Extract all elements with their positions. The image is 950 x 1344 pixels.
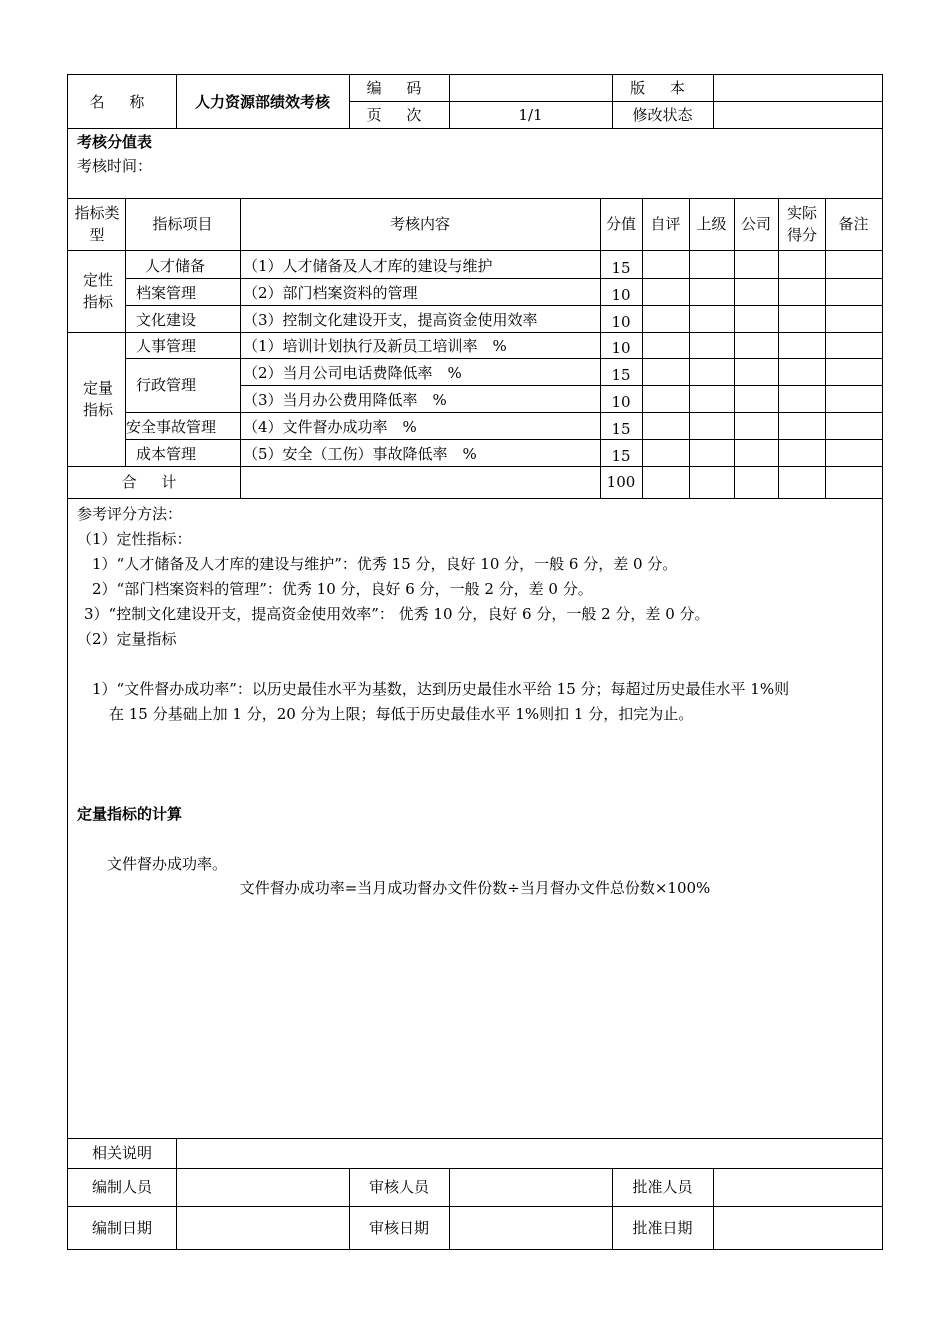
row-content: （3）控制文化建设开支，提高资金使用效率: [243, 310, 538, 329]
total-label: 合 计: [121, 473, 187, 491]
header-bottom-line: [68, 128, 882, 129]
quantitative-indicator-label: 定量指标: [82, 379, 113, 419]
row-content: （4）文件督办成功率 %: [243, 417, 417, 436]
edit-date-label: 编制日期: [91, 1218, 152, 1237]
header-indicator-item: 指标项目: [152, 215, 213, 233]
row-content: （5）安全（工伤）事故降低率 %: [243, 444, 477, 463]
code-label: 编 码: [366, 79, 432, 97]
footer-line: [68, 1206, 882, 1207]
qualitative-indicator-label: 定性指标: [82, 271, 113, 311]
footer-top-line: [68, 1138, 882, 1139]
calc-formula: 文件督办成功率=当月成功督办文件份数÷当月督办文件总份数×100%: [239, 879, 711, 897]
header-self-eval: 自评: [650, 215, 681, 233]
calc-item: 文件督办成功率。: [107, 855, 228, 873]
row-score: 10: [611, 392, 631, 411]
table-bottom-line: [68, 498, 882, 499]
reviewer-label: 审核人员: [368, 1178, 429, 1196]
row-item: 行政管理: [136, 376, 197, 394]
row-score: 10: [611, 312, 631, 331]
table-row-line: [125, 358, 882, 359]
document-title: 人力资源部绩效考核: [194, 92, 330, 111]
row-content: （1）人才储备及人才库的建设与维护: [243, 256, 493, 275]
quantitative-title: （2）定量指标: [77, 630, 177, 648]
version-value: [713, 75, 882, 101]
name-label: 名 称: [89, 92, 155, 111]
review-date-label: 审核日期: [368, 1218, 429, 1237]
header-score: 分值: [605, 215, 636, 233]
header-supervisor: 上级: [696, 215, 727, 233]
quantitative-rule-cont: 在 15 分基础上加 1 分，20 分为上限；每低于历史最佳水平 1%则扣 1 分，扣完为止。: [109, 705, 694, 723]
row-item: 安全事故管理: [126, 418, 217, 436]
total-score: 100: [606, 473, 636, 491]
header-company: 公司: [740, 215, 771, 233]
table-row-line: [125, 278, 882, 279]
table-header-bottom-line: [68, 250, 882, 251]
row-score: 15: [611, 446, 631, 465]
qualitative-rule: 1）“人才储备及人才库的建设与维护”：优秀 15 分，良好 10 分，一般 6 分，差 0 分。: [92, 555, 678, 573]
row-score: 10: [611, 285, 631, 304]
page-label: 页 次: [366, 105, 432, 124]
row-content: （3）当月办公费用降低率 %: [243, 390, 447, 409]
approve-date-label: 批准日期: [632, 1218, 693, 1237]
row-item: 文化建设: [136, 310, 197, 329]
footer-line: [68, 1168, 882, 1169]
quantitative-rule: 1）“文件督办成功率”：以历史最佳水平为基数，达到历史最佳水平给 15 分；每超过历史最佳水平 1%则: [92, 680, 790, 698]
row-content: （2）部门档案资料的管理: [243, 283, 418, 302]
row-content: （2）当月公司电话费降低率 %: [243, 363, 462, 382]
page-value: 1/1: [518, 105, 543, 124]
qualitative-rule: 3）“控制文化建设开支，提高资金使用效率”： 优秀 10 分，良好 6 分，一般 2 分，差 0 分。: [84, 605, 710, 623]
row-item: 成本管理: [136, 445, 197, 463]
version-label: 版 本: [630, 79, 695, 97]
table-vline: [778, 198, 779, 498]
header-indicator-type: 指标类型: [74, 204, 120, 244]
row-score: 15: [611, 258, 631, 277]
calc-title: 定量指标的计算: [77, 805, 183, 823]
header-actual-score: 实际得分: [786, 204, 817, 244]
table-row-line: [125, 305, 882, 306]
row-item: 档案管理: [136, 283, 197, 302]
assessment-time-label: 考核时间：: [77, 157, 153, 175]
editor-label: 编制人员: [91, 1178, 152, 1196]
table-row-line: [240, 385, 882, 386]
code-value: [449, 75, 612, 101]
qualitative-title: （1）定性指标：: [77, 530, 192, 548]
qualitative-rule: 2）“部门档案资料的管理”：优秀 10 分，良好 6 分，一般 2 分，差 0 分。: [92, 580, 593, 598]
row-content: （1）培训计划执行及新员工培训率 %: [243, 337, 507, 355]
table-row-line: [125, 412, 882, 413]
document-frame: [67, 74, 883, 1250]
footer-vline: [449, 1168, 450, 1249]
row-item: 人才储备: [145, 256, 206, 275]
approver-label: 批准人员: [632, 1178, 693, 1196]
revision-value: [713, 101, 882, 128]
table-row-line: [125, 439, 882, 440]
section-title: 考核分值表: [77, 133, 153, 151]
header-content: 考核内容: [389, 215, 450, 233]
related-notes-label: 相关说明: [91, 1144, 152, 1162]
revision-label: 修改状态: [632, 105, 693, 124]
footer-vline: [176, 1138, 177, 1249]
row-score: 15: [611, 365, 631, 384]
header-remarks: 备注: [838, 215, 869, 233]
row-score: 10: [611, 339, 631, 357]
row-item: 人事管理: [136, 337, 197, 355]
footer-vline: [713, 1168, 714, 1249]
table-group-line: [68, 332, 882, 333]
method-title: 参考评分方法：: [77, 505, 183, 523]
row-score: 15: [611, 419, 631, 438]
